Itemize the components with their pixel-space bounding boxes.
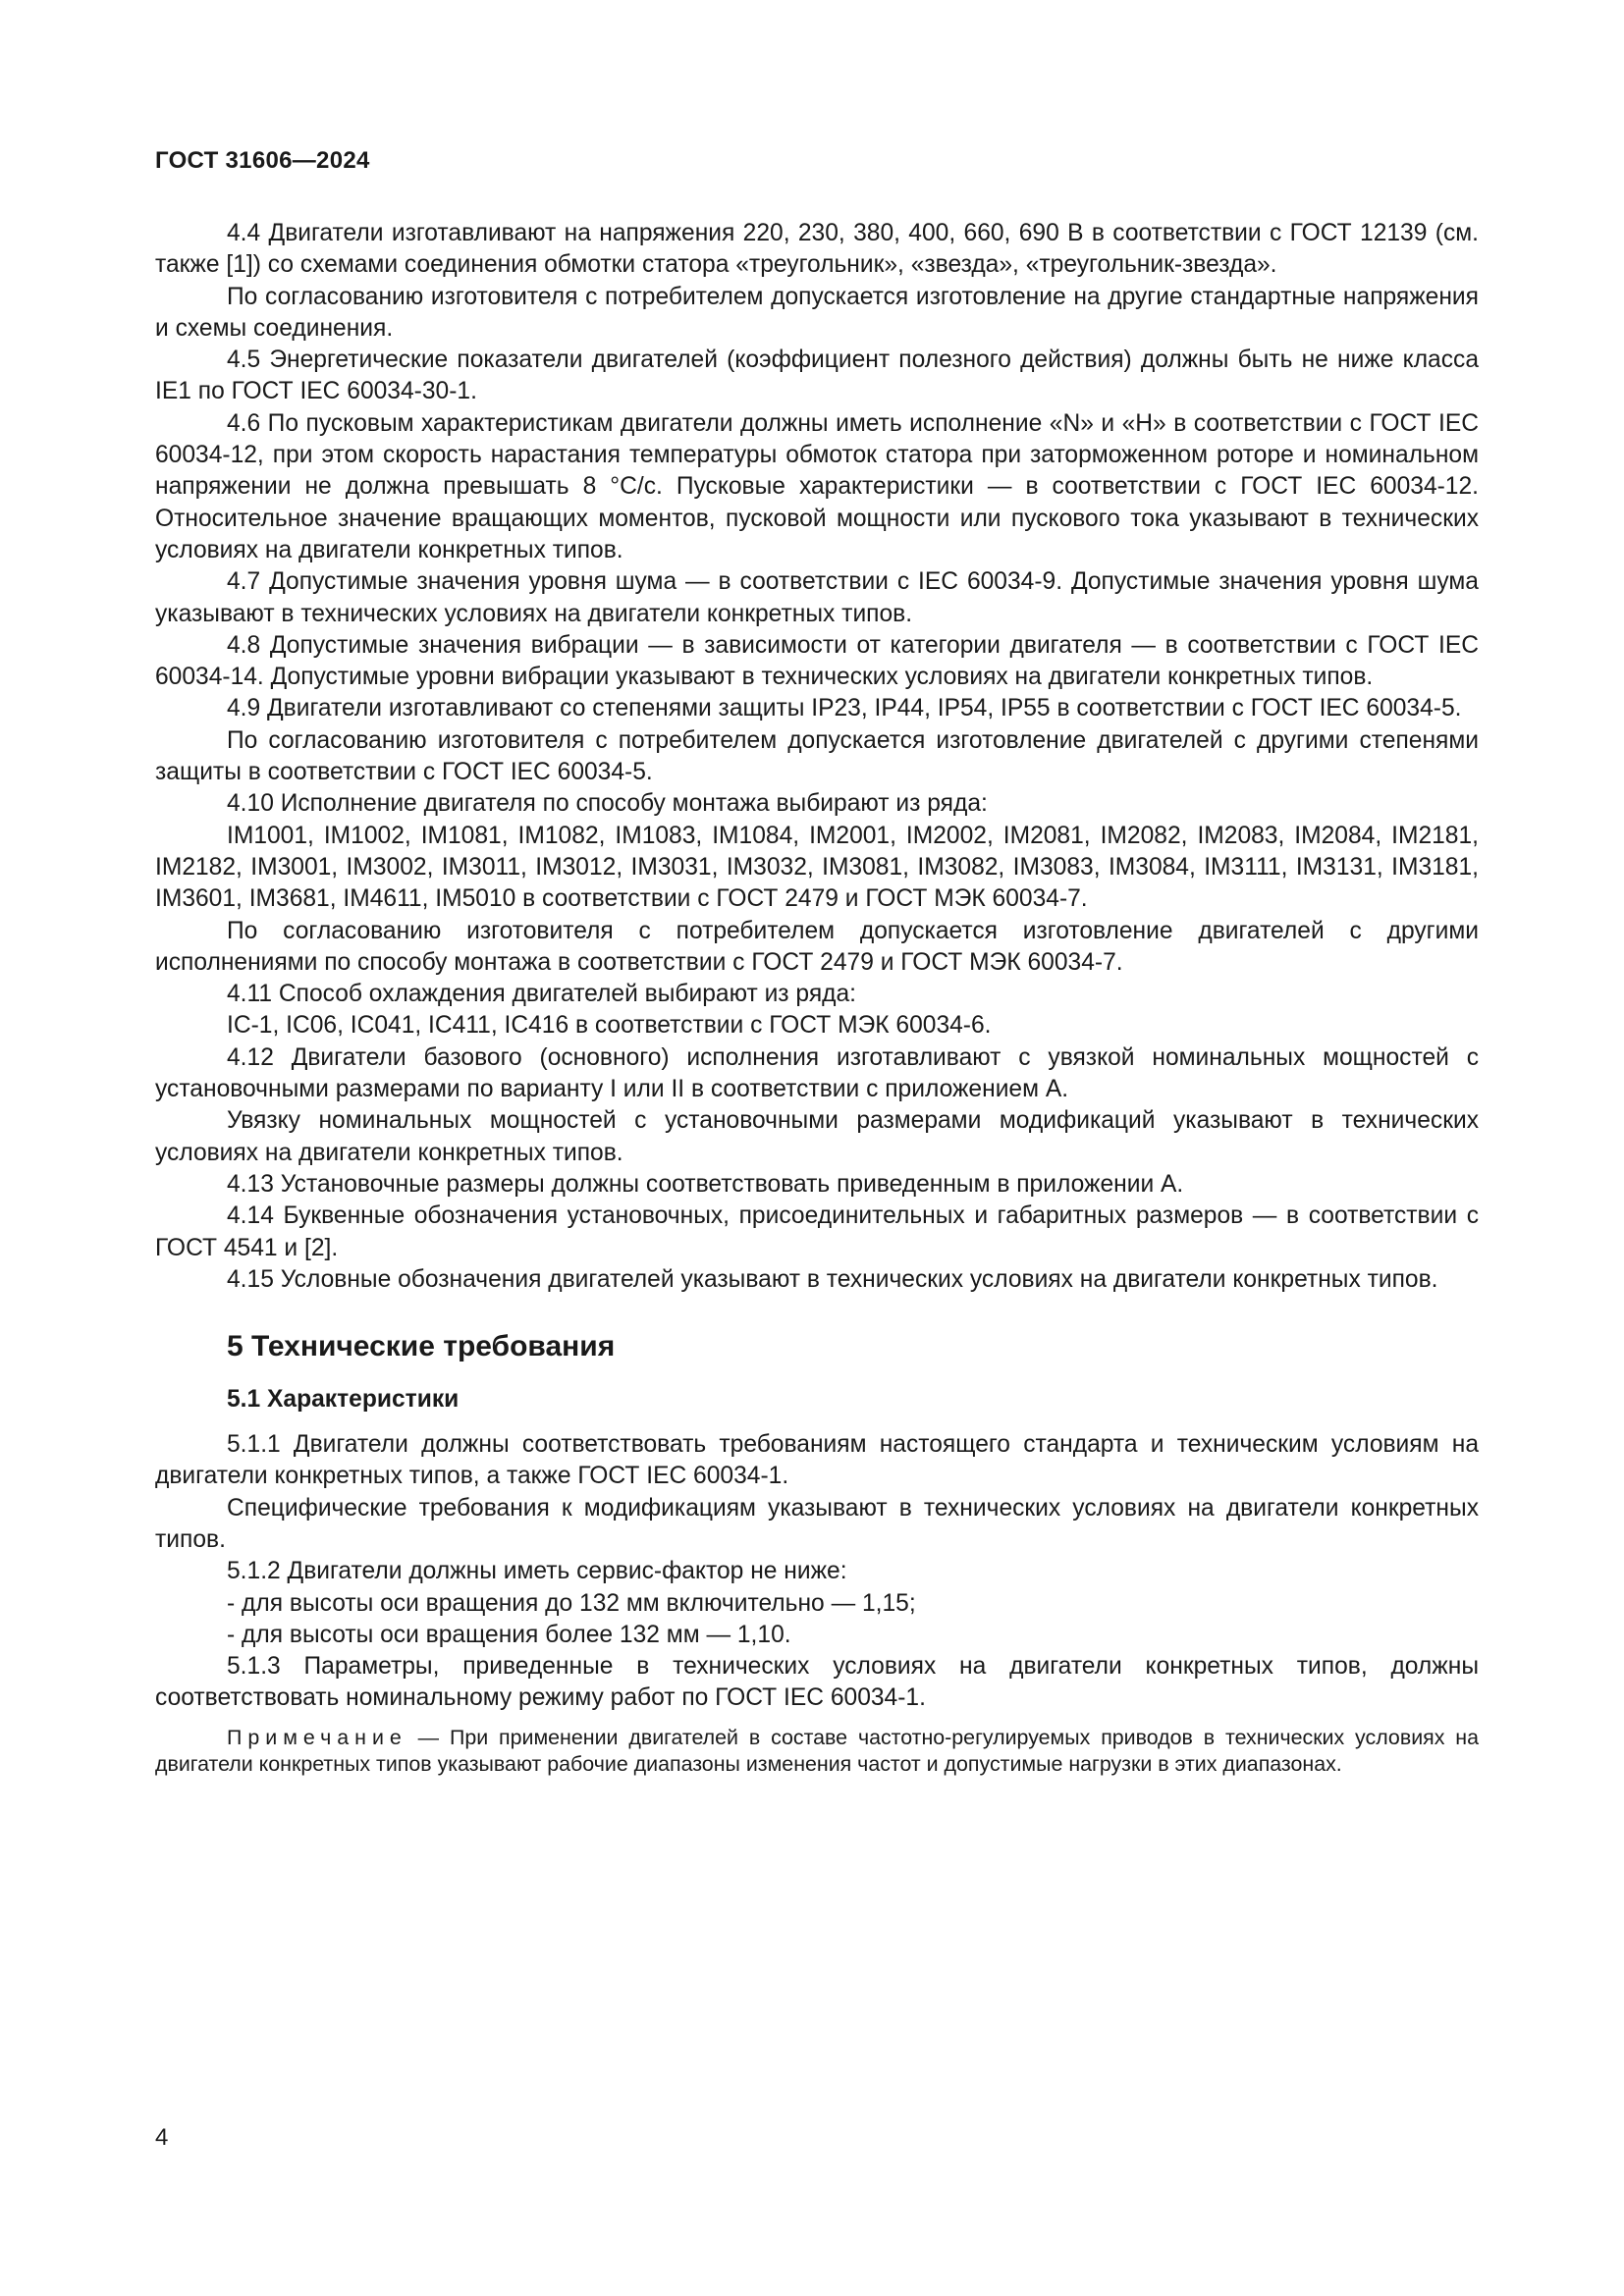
paragraph-4-9: 4.9 Двигатели изготавливают со степенями защиты IP23, IP44, IP54, IP55 в соответствии с ГОСТ IEC 60034-5. [227, 695, 1462, 722]
document-page [155, 147, 1479, 1779]
paragraph-4-12-modifications: Увязку номинальных мощностей с установочными размерами модификаций указывают в технических условиях на двигатели конкретных типов. [155, 1107, 1479, 1166]
paragraph-4-4-agreement: По согласованию изготовителя с потребителем допускается изготовление на другие стандартные напряжения и схемы соединения. [155, 283, 1479, 342]
paragraph-4-4: 4.4 Двигатели изготавливают на напряжения 220, 230, 380, 400, 660, 690 В в соответствии с ГОСТ 12139 (см. также [1]) со схемами соединения обмотки статора «треугольник», «звезда», «треугольник-звезда». [155, 220, 1479, 279]
note-label: Примечание [227, 1725, 407, 1749]
paragraph-4-12: 4.12 Двигатели базового (основного) исполнения изготавливают с увязкой номинальных мощностей с установочными размерами по варианту I или II в соответствии с приложением А. [155, 1043, 1479, 1103]
note-block [155, 1725, 1479, 1779]
paragraph-4-6: 4.6 По пусковым характеристикам двигатели должны иметь исполнение «N» и «H» в соответствии с ГОСТ IEC 60034-12, при этом скорость нарастания температуры обмоток статора при заторможенном роторе и номинальном напряжении не должна превышать 8 °C/c. Пусковые характеристики — в соответствии с ГОСТ IEC 60034-12. Относительное значение вращающих моментов, пусковой мощности или пускового тока указывают в технических условиях на двигатели конкретных типов. [155, 409, 1479, 563]
paragraph-5-1-3: 5.1.3 Параметры, приведенные в технических условиях на двигатели конкретных типов, должны соответствовать номинальному режиму работ по ГОСТ IEC 60034-1. [155, 1653, 1479, 1712]
paragraph-4-11: 4.11 Способ охлаждения двигателей выбирают из ряда: [227, 981, 856, 1008]
section-5-title: 5 Технические требования [227, 1330, 616, 1363]
paragraph-5-1-1-specific: Специфические требования к модификациям указывают в технических условиях на двигатели конкретных типов. [155, 1494, 1479, 1553]
page-number: 4 [155, 2124, 169, 2151]
paragraph-4-11-list: IC-1, IC06, IC041, IC411, IC416 в соответствии с ГОСТ МЭК 60034-6. [227, 1012, 992, 1040]
paragraph-5-1-1: 5.1.1 Двигатели должны соответствовать требованиям настоящего стандарта и техническим условиям на двигатели конкретных типов, а также ГОСТ IEC 60034-1. [155, 1431, 1479, 1490]
paragraph-4-10-agreement: По согласованию изготовителя с потребителем допускается изготовление двигателей с другими исполнениями по способу монтажа в соответствии с ГОСТ 2479 и ГОСТ МЭК 60034-7. [155, 917, 1479, 976]
list-item-service-factor-1: - для высоты оси вращения до 132 мм включительно — 1,15; [227, 1589, 916, 1617]
paragraph-4-13: 4.13 Установочные размеры должны соответствовать приведенным в приложении А. [227, 1170, 1184, 1198]
paragraph-4-10-list: IM1001, IM1002, IM1081, IM1082, IM1083, IM1084, IM2001, IM2002, IM2081, IM2082, IM2083, IM2084, IM2181, IM2182, IM3001, IM3002, IM3011, IM3012, IM3031, IM3032, IM3081, IM3082, IM3083, IM3084, IM3111, IM3131, IM3181, IM3601, IM3681, IM4611, IM5010 в соответствии с ГОСТ 2479 и ГОСТ МЭК 60034-7. [155, 822, 1479, 913]
paragraph-4-9-agreement: По согласованию изготовителя с потребителем допускается изготовление двигателей с другими степенями защиты в соответствии с ГОСТ IEC 60034-5. [155, 726, 1479, 786]
paragraph-4-7: 4.7 Допустимые значения уровня шума — в соответствии с IEC 60034-9. Допустимые значения уровня шума указывают в технических условиях на двигатели конкретных типов. [155, 568, 1479, 627]
paragraph-5-1-2: 5.1.2 Двигатели должны иметь сервис-фактор не ниже: [227, 1558, 847, 1585]
paragraph-4-10: 4.10 Исполнение двигателя по способу монтажа выбирают из ряда: [227, 790, 988, 818]
document-header: ГОСТ 31606—2024 [155, 147, 370, 174]
list-item-service-factor-2: - для высоты оси вращения более 132 мм — 1,10. [227, 1621, 791, 1648]
paragraph-4-14: 4.14 Буквенные обозначения установочных, присоединительных и габаритных размеров — в соответствии с ГОСТ 4541 и [2]. [155, 1202, 1479, 1261]
paragraph-4-15: 4.15 Условные обозначения двигателей указывают в технических условиях на двигатели конкретных типов. [227, 1265, 1438, 1293]
note-text: — При применении двигателей в составе частотно-регулируемых приводов в технических условиях на двигатели конкретных типов указывают рабочие диапазоны изменения частот и допустимые нагрузки в этих диапазонах. [155, 1725, 1479, 1777]
section-5-body [155, 1429, 1479, 1715]
paragraph-4-8: 4.8 Допустимые значения вибрации — в зависимости от категории двигателя — в соответствии с ГОСТ IEC 60034-14. Допустимые уровни вибрации указывают в технических условиях на двигатели конкретных типов. [155, 631, 1479, 691]
subsection-5-1-title: 5.1 Характеристики [227, 1386, 460, 1414]
paragraph-4-5: 4.5 Энергетические показатели двигателей (коэффициент полезного действия) должны быть не ниже класса IE1 по ГОСТ IEC 60034-30-1. [155, 347, 1479, 405]
section-4-body [155, 218, 1479, 1296]
